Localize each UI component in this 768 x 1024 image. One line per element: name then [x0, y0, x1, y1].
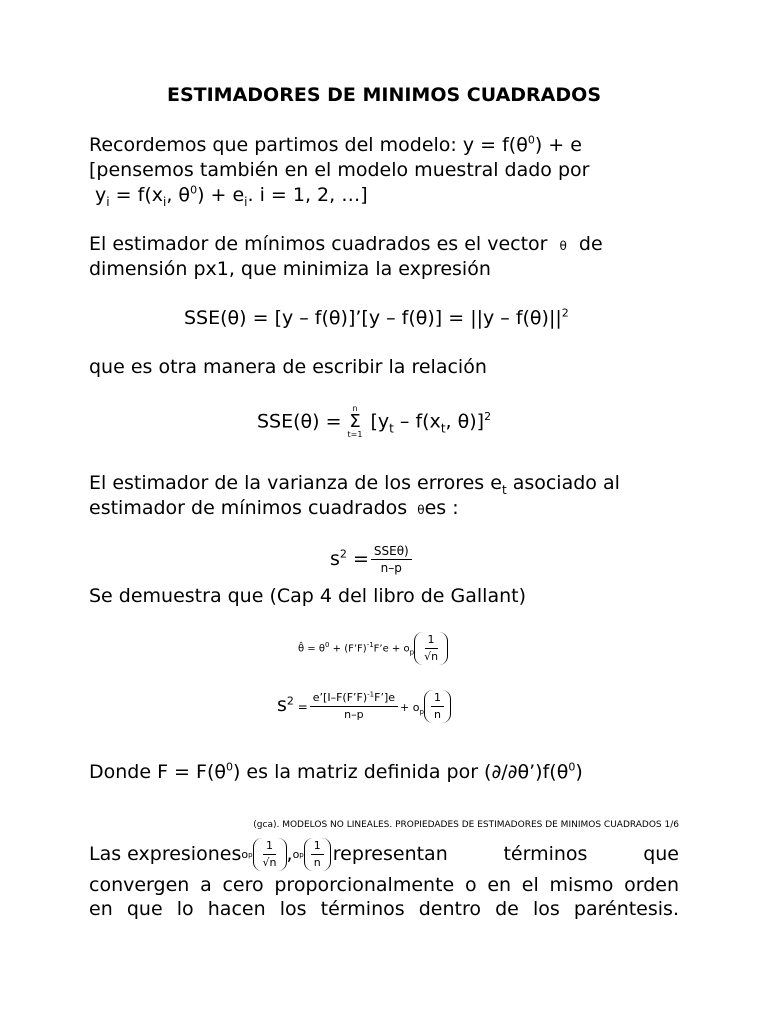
demuestra-text: Se demuestra que (Cap 4 del libro de Gallant)	[89, 585, 527, 607]
s2-fraction: $\frac{\text{SSEθ)}}{n-p}$	[371, 543, 412, 576]
s2-equation: $s^2$ = $\frac{\text{SSEθ)}}{n-p}$	[330, 543, 414, 576]
expresiones-line: Las expresiones o p $\frac{1}{√n}$ , o p $\frac{1}{n}$ representan términos que	[89, 839, 679, 869]
variance-line-2: estimador de mínimos cuadrados θes :	[89, 497, 459, 519]
estimator-line-1: El estimador de mínimos cuadrados es el vector θ de	[89, 233, 603, 255]
donde-text: Donde $F = F(\theta^0)$ es la matriz definida por $(\partial/\partial\theta’)f(\theta^0)$	[89, 760, 583, 783]
theta-hat-equation: θ̂ = $\theta^0$ + (F’F)$^{-1}$F’e + $o_p$ $\frac{1}{√n}$	[298, 632, 448, 665]
sse-equation: SSE(θ) = [y – f(θ)]’[y – $f(\theta)] = ||y - f(\theta)||^2$	[184, 306, 569, 329]
intro-line-2: [pensemos también en el modelo muestral dado por	[89, 159, 590, 181]
convergen-line-1: convergen a cero proporcionalmente o en el mismo orden	[89, 874, 679, 896]
variance-line-1: El estimador de la varianza de los errores $e_t$ asociado al	[89, 472, 620, 497]
s2-asymptotic-equation: $s^2$ = $\frac{e’[I-F(F’F)^{-1}F’]e}{n-p}$ + $o_p$ $\frac{1}{n}$	[277, 690, 451, 723]
page-footer: (gca). MODELOS NO LINEALES. PROPIEDADES DE ESTIMADORES DE MINIMOS CUADRADOS 1/6	[253, 820, 679, 830]
order-parenthesis: $\frac{1}{√n}$	[414, 632, 448, 665]
estimator-line-2: dimensión px1, que minimiza la expresión	[89, 258, 491, 280]
summation-symbol: n Σ t=1	[347, 404, 363, 439]
intro-line-3: $y_i = f(x_i$, $\theta^0) + e_i$. i = 1, 2, …]	[89, 183, 368, 209]
page-title: ESTIMADORES DE MINIMOS CUADRADOS	[166, 84, 601, 106]
relation-text: que es otra manera de escribir la relación	[89, 356, 487, 378]
sum-equation: SSE(θ) = n Σ t=1 [$y_t - f(x_t$, θ)]$^2$	[257, 404, 492, 439]
intro-line-1: Recordemos que partimos del modelo: $y = f(\theta^0) + e$	[89, 133, 582, 156]
convergen-line-2: en que lo hacen los términos dentro de los paréntesis.	[89, 898, 679, 920]
